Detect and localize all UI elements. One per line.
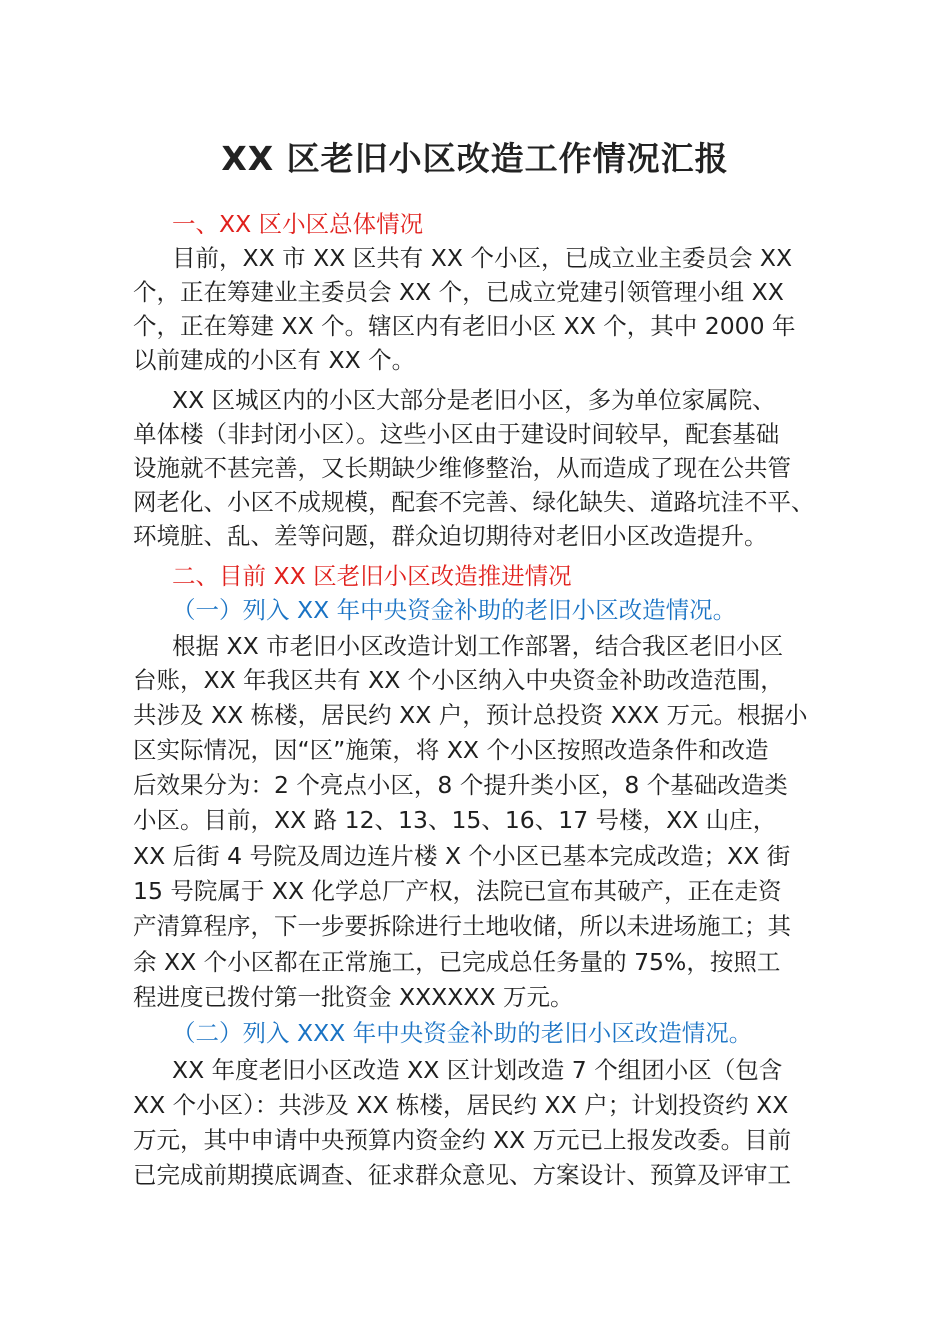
para2-line-2: 单体楼（非封闭小区）。这些小区由于建设时间较早，配套基础 xyxy=(133,420,780,448)
para3-line-5: 后效果分为：2 个亮点小区，8 个提升类小区，8 个基础改造类 xyxy=(133,771,788,799)
para3-line-7: XX 后街 4 号院及周边连片楼 X 个小区已基本完成改造；XX 街 xyxy=(133,842,791,870)
para1-line-3: 个，正在筹建 XX 个。辖区内有老旧小区 XX 个，其中 2000 年 xyxy=(133,312,796,340)
para3-line-1: 根据 XX 市老旧小区改造计划工作部署，结合我区老旧小区 xyxy=(172,632,784,660)
section-1-heading: 一、XX 区小区总体情况 xyxy=(172,210,424,238)
para3-line-3: 共涉及 XX 栋楼，居民约 XX 户，预计总投资 XXX 万元。根据小 xyxy=(133,701,808,729)
para3-line-6: 小区。目前，XX 路 12、13、15、16、17 号楼，XX 山庄， xyxy=(133,806,777,834)
para3-line-11: 程进度已拨付第一批资金 XXXXXX 万元。 xyxy=(133,983,574,1011)
para1-line-4: 以前建成的小区有 XX 个。 xyxy=(133,346,416,374)
para3-line-9: 产清算程序，下一步要拆除进行土地收储，所以未进场施工；其 xyxy=(133,912,791,940)
para4-line-3: 万元，其中申请中央预算内资金约 XX 万元已上报发改委。目前 xyxy=(133,1126,792,1154)
para2-line-1: XX 区城区内的小区大部分是老旧小区，多为单位家属院、 xyxy=(172,386,776,414)
subsection-2-heading: （二）列入 XXX 年中央资金补助的老旧小区改造情况。 xyxy=(172,1019,753,1047)
para3-line-10: 余 XX 个小区都在正常施工，已完成总任务量的 75%，按照工 xyxy=(133,948,781,976)
document-title: XX 区老旧小区改造工作情况汇报 xyxy=(221,139,729,178)
para2-line-5: 环境脏、乱、差等问题，群众迫切期待对老旧小区改造提升。 xyxy=(133,522,768,550)
section-2-heading: 二、目前 XX 区老旧小区改造推进情况 xyxy=(172,562,572,590)
para4-line-1: XX 年度老旧小区改造 XX 区计划改造 7 个组团小区（包含 xyxy=(172,1056,783,1084)
para4-line-4: 已完成前期摸底调查、征求群众意见、方案设计、预算及评审工 xyxy=(133,1161,791,1189)
para1-line-2: 个，正在筹建业主委员会 XX 个，已成立党建引领管理小组 XX xyxy=(133,278,784,306)
para3-line-2: 台账，XX 年我区共有 XX 个小区纳入中央资金补助改造范围， xyxy=(133,666,784,694)
para3-line-4: 区实际情况，因“区”施策，将 XX 个小区按照改造条件和改造 xyxy=(133,736,769,764)
subsection-1-heading: （一）列入 XX 年中央资金补助的老旧小区改造情况。 xyxy=(172,596,737,624)
para4-line-2: XX 个小区）：共涉及 XX 栋楼，居民约 XX 户；计划投资约 XX xyxy=(133,1091,789,1119)
para2-line-3: 设施就不甚完善，又长期缺少维修整治，从而造成了现在公共管 xyxy=(133,454,791,482)
para1-line-1: 目前，XX 市 XX 区共有 XX 个小区，已成立业主委员会 XX xyxy=(172,244,793,272)
para2-line-4: 网老化、小区不成规模，配套不完善、绿化缺失、道路坑洼不平、 xyxy=(133,488,815,516)
para3-line-8: 15 号院属于 XX 化学总厂产权，法院已宣布其破产，正在走资 xyxy=(133,877,782,905)
